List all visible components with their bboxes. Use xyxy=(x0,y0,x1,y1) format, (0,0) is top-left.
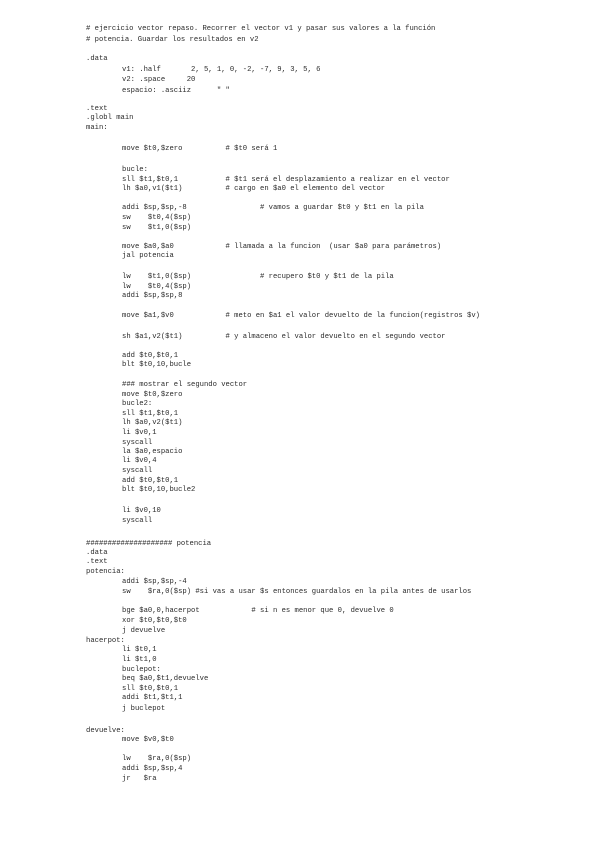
code-line: .text xyxy=(86,558,108,566)
code-line: sh $a1,v2($t1) # y almaceno el valor devuelto en el segundo vector xyxy=(122,333,446,341)
code-line: hacerpot: xyxy=(86,637,125,645)
code-line: ### mostrar el segundo vector xyxy=(122,381,248,389)
code-line: .data xyxy=(86,549,108,557)
code-line: sw $t0,4($sp) xyxy=(122,214,192,222)
code-line: devuelve: xyxy=(86,727,125,735)
code-line: sll $t1,$t0,1 xyxy=(122,410,179,418)
code-line: lw $t1,0($sp) # recupero $t0 y $t1 de la pila xyxy=(122,273,394,281)
code-line: syscall xyxy=(122,439,153,447)
code-line: buclepot: xyxy=(122,666,161,674)
code-line: lw $t0,4($sp) xyxy=(122,283,192,291)
code-line: addi $sp,$sp,-4 xyxy=(122,578,187,586)
code-line: .data xyxy=(86,55,108,63)
code-line: addi $sp,$sp,8 xyxy=(122,292,183,300)
code-line: main: xyxy=(86,124,108,132)
code-line: xor $t0,$t0,$t0 xyxy=(122,617,187,625)
code-line: sll $t1,$t0,1 # $t1 será el desplazamiento a realizar en el vector xyxy=(122,176,450,184)
code-line: jal potencia xyxy=(122,252,174,260)
code-line: blt $t0,10,bucle xyxy=(122,361,192,369)
code-line: li $v0,10 xyxy=(122,507,161,515)
code-line: lh $a0,v1($t1) # cargo en $a0 el elemento del vector xyxy=(122,185,386,193)
code-line: sw $t1,0($sp) xyxy=(122,224,192,232)
code-line: # potencia. Guardar los resultados en v2 xyxy=(86,36,259,44)
code-line: move $t0,$zero xyxy=(122,391,183,399)
code-line: lh $a0,v2($t1) xyxy=(122,419,183,427)
code-line: beq $a0,$t1,devuelve xyxy=(122,675,209,683)
code-line: add $t0,$t0,1 xyxy=(122,352,179,360)
code-line: jr $ra xyxy=(122,775,157,783)
code-line: li $t0,1 xyxy=(122,646,157,654)
code-line: move $a1,$v0 # meto en $a1 el valor devuelto de la funcion(registros $v) xyxy=(122,312,480,320)
code-line: j devuelve xyxy=(122,627,166,635)
code-line: bucle2: xyxy=(122,400,153,408)
code-line: move $t0,$zero # $t0 será 1 xyxy=(122,145,278,153)
code-line: la $a0,espacio xyxy=(122,448,183,456)
code-line: sll $t0,$t0,1 xyxy=(122,685,179,693)
code-line: sw $ra,0($sp) #si vas a usar $s entonces guardalos en la pila antes de usarlos xyxy=(122,588,472,596)
code-line: blt $t0,10,bucle2 xyxy=(122,486,196,494)
code-line: li $v0,1 xyxy=(122,429,157,437)
code-line: .globl main xyxy=(86,114,134,122)
code-line: addi $t1,$t1,1 xyxy=(122,694,183,702)
code-line: bge $a0,0,hacerpot # si n es menor que 0, devuelve 0 xyxy=(122,607,394,615)
code-line: li $t1,0 xyxy=(122,656,157,664)
code-line: bucle: xyxy=(122,166,148,174)
code-line: v2: .space 20 xyxy=(122,76,196,84)
code-line: potencia: xyxy=(86,568,125,576)
code-line: li $v0,4 xyxy=(122,457,157,465)
code-line: syscall xyxy=(122,467,153,475)
code-line: j buclepot xyxy=(122,705,166,713)
code-line: add $t0,$t0,1 xyxy=(122,477,179,485)
code-line: addi $sp,$sp,-8 # vamos a guardar $t0 y $t1 en la pila xyxy=(122,204,424,212)
code-line: addi $sp,$sp,4 xyxy=(122,765,183,773)
code-line: espacio: .asciiz " " xyxy=(122,87,230,95)
code-line: #################### potencia xyxy=(86,540,212,548)
code-line: lw $ra,0($sp) xyxy=(122,755,192,763)
code-line: v1: .half 2, 5, 1, 0, -2, -7, 9, 3, 5, 6 xyxy=(122,66,321,74)
code-line: # ejercicio vector repaso. Recorrer el vector v1 y pasar sus valores a la función xyxy=(86,25,436,33)
code-line: .text xyxy=(86,105,108,113)
code-line: move $a0,$a0 # llamada a la funcion (usar $a0 para parámetros) xyxy=(122,243,442,251)
code-line: syscall xyxy=(122,517,153,525)
code-line: move $v0,$t0 xyxy=(122,736,174,744)
